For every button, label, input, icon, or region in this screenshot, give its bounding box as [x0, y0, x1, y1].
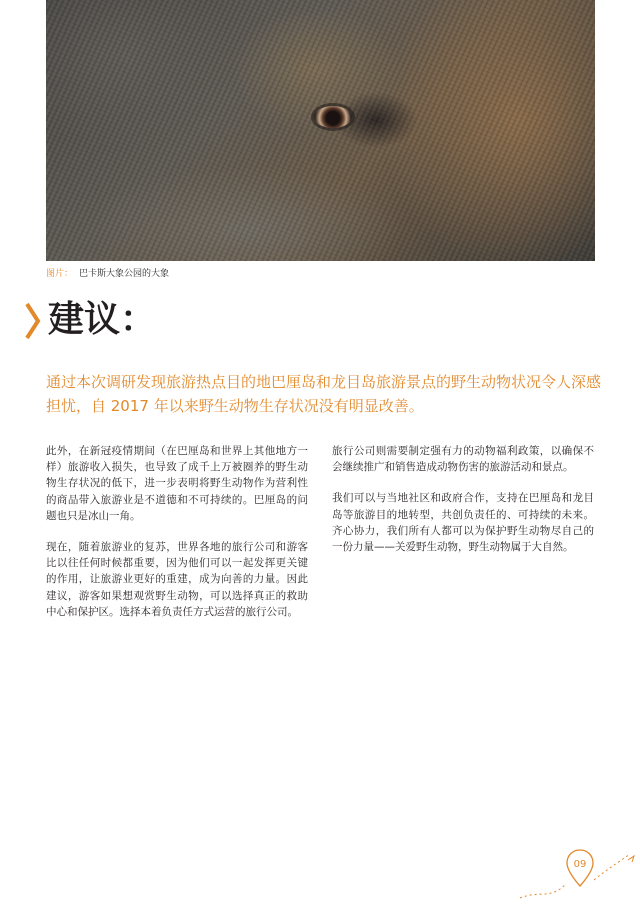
photo-caption [46, 268, 169, 280]
elephant-photo [46, 0, 595, 261]
caption-label: 图片： [46, 269, 74, 279]
body-paragraph: 此外，在新冠疫情期间（在巴厘岛和世界上其他地方一样）旅游收入损失，也导致了成千上万被圈养的野生动物生存状况的低下，进一步表明将野生动物作为营利性的商品带入旅游业是不道德和不可持续的。巴厘岛的问题也只是冰山一角。 [46, 445, 308, 522]
elephant-eye [314, 106, 352, 128]
caption-text: 巴卡斯大象公园的大象 [79, 269, 170, 279]
body-paragraph: 我们可以与当地社区和政府合作，支持在巴厘岛和龙目岛等旅游目的地转型，共创负责任的、可持续的未来。齐心协力，我们所有人都可以为保护野生动物尽自己的一份力量——关爱野生动物，野生动物属于大自然。 [332, 492, 594, 554]
body-paragraph: 现在，随着旅游业的复苏，世界各地的旅行公司和游客比以往任何时候都重要，因为他们可以一起发挥更关键的作用，让旅游业更好的重建，成为向善的力量。因此建议，游客如果想观赏野生动物，可以选择真正的救助中心和保护区。选择本着负责任方式运营的旅行公司。 [46, 541, 308, 618]
section-title: 建议： [48, 299, 157, 340]
page-number: 09 [573, 859, 587, 870]
chevron-right-icon [24, 302, 42, 340]
skin-texture [46, 0, 595, 261]
body-column-left [46, 443, 308, 635]
body-paragraph: 旅行公司则需要制定强有力的动物福利政策，以确保不会继续推广和销售造成动物伤害的旅游活动和景点。 [332, 445, 594, 474]
lead-paragraph: 通过本次调研发现旅游热点目的地巴厘岛和龙目岛旅游景点的野生动物状况令人深感担忧，自 2017 年以来野生动物生存状况没有明显改善。 [46, 373, 602, 415]
body-column-right [332, 443, 594, 570]
